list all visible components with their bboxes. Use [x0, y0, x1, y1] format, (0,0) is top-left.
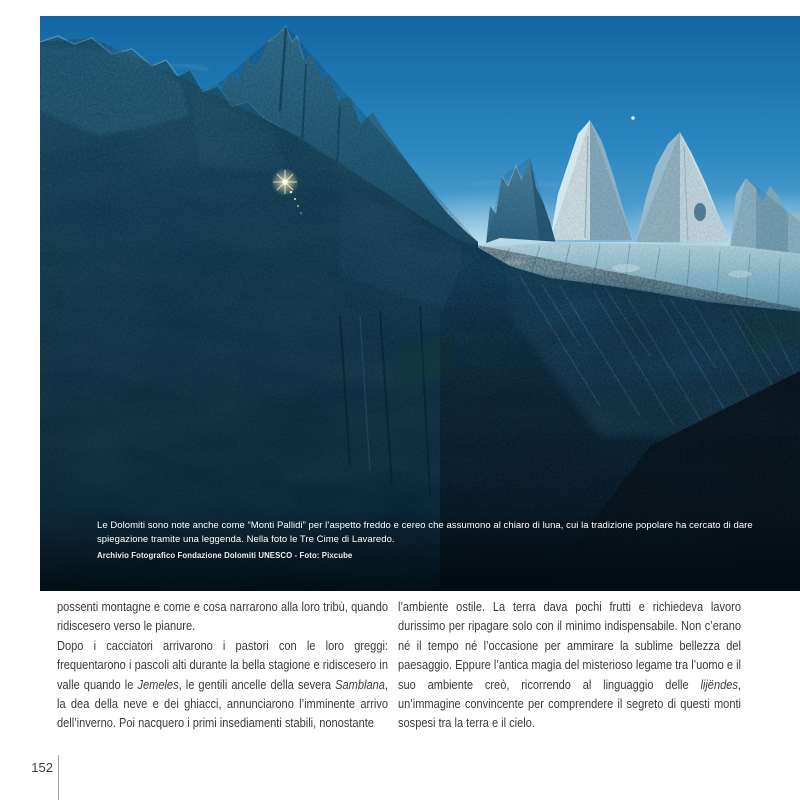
photo-caption: Le Dolomiti sono note anche come “Monti Pallidi” per l’aspetto freddo e cereo che assumono al chiaro di luna, cui la tradizione popolare ha cercato di dare spiegazione tramite una leggenda. Nella foto le Tre Cime di Lavaredo. — [97, 520, 753, 545]
page-number: 152 — [31, 760, 53, 775]
article-column-right-text: l’ambiente ostile. La terra dava pochi frutti e richiedeva lavoro durissimo per ripagare solo con il minimo indispensabile. Non c’erano né il tempo né l’occasione per ammirare la sublime bellezza del paesaggio. Eppure l’antica magia del misterioso legame tra l’uomo e il suo ambiente creò, ricorrendo al linguaggio delle lijëndes, un’immagine convincente per comprendere il segreto di questi monti sospesi tra la terra e il cielo. — [398, 599, 742, 731]
moon — [631, 116, 634, 119]
photo-credit: Archivio Fotografico Fondazione Dolomiti UNESCO - Foto: Pixcube — [97, 551, 353, 560]
dolomites-photo — [40, 16, 800, 591]
article-column-left-text: possenti montagne e come e cosa narrarono alla loro tribù, quando ridiscesero verso le pianure. Dopo i cacciatori arrivarono i pastori con le loro greggi: frequentarono i pascoli alti durante la bella stagione e ridiscesero in valle quando le Jemeles, le gentili ancelle della severa Samblana, la dea della neve e dei ghiacci, annunciarono l’imminente arrivo dell’inverno. Poi nacquero i primi insediamenti stabili, nonostante — [57, 599, 388, 731]
article-column-right — [398, 597, 741, 733]
photo-caption-block — [97, 519, 755, 560]
article-body — [57, 597, 741, 733]
page-number-rule — [58, 755, 59, 800]
article-column-left — [57, 597, 388, 733]
